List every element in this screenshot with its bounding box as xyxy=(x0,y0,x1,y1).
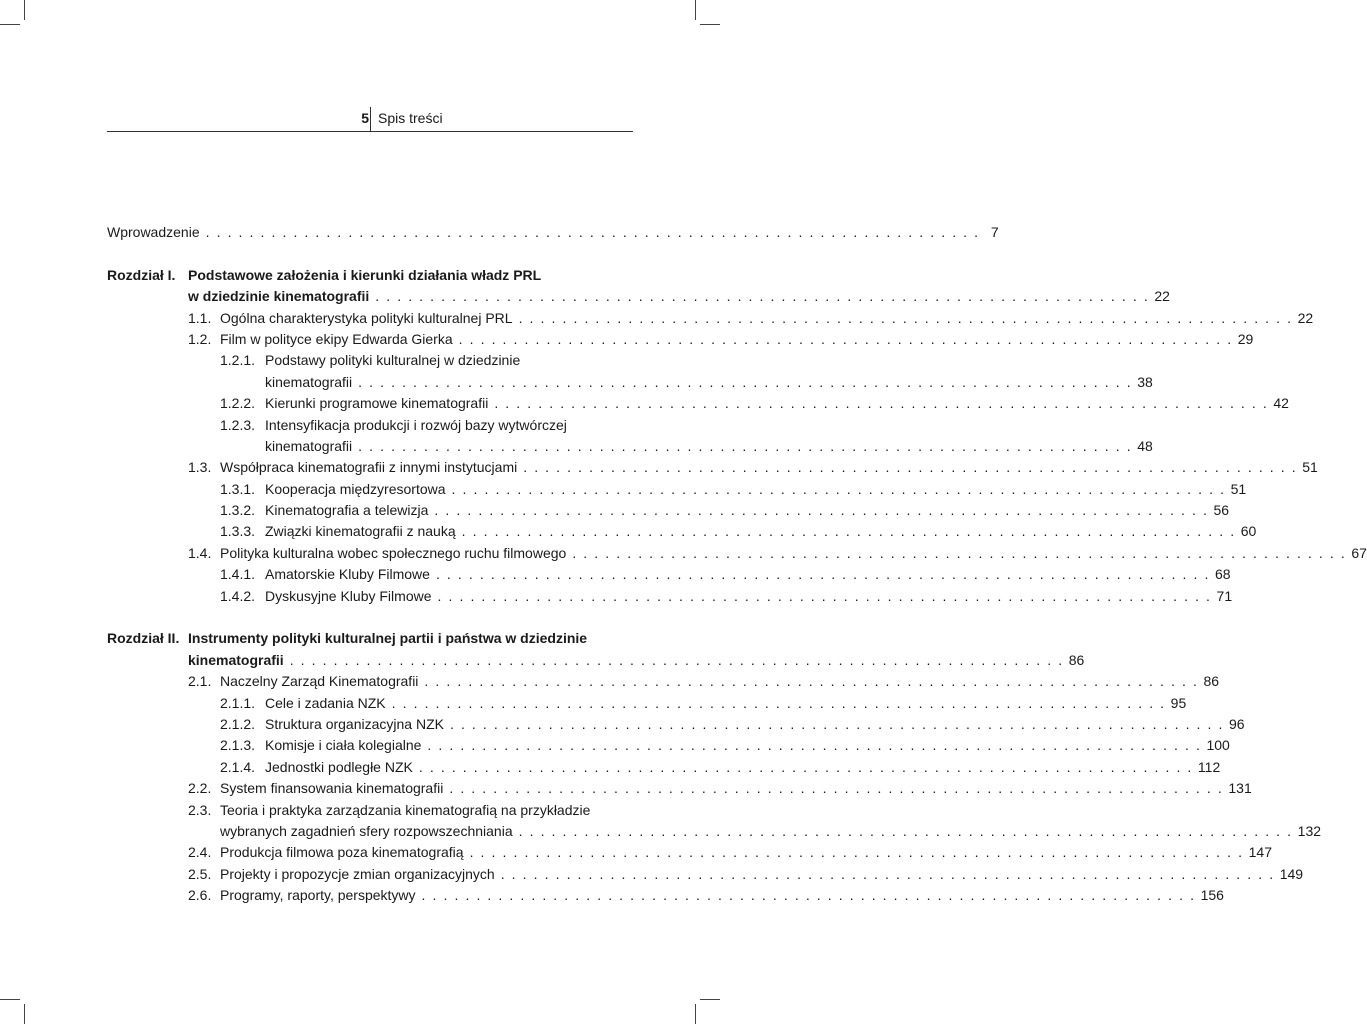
toc-entry[interactable] xyxy=(107,329,1254,350)
entry-label xyxy=(220,564,430,585)
entry-title: Produkcja filmowa poza kinematografią xyxy=(220,844,464,861)
crop-mark xyxy=(24,1004,25,1024)
chapter-heading-cont[interactable] xyxy=(107,650,1085,671)
leader-dots: . . . . . . . . . . . . . . . . . . . . . . . . . . . . . . . . . . . . . . . . . . . . . . . . . . . . . . . . . . . . . . . . . . . . . . . xyxy=(469,844,1244,861)
page-ref: 71 xyxy=(1216,587,1233,604)
section-number: 1.3. xyxy=(188,459,212,476)
section-number: 2.1.3. xyxy=(220,737,256,754)
toc-entry[interactable] xyxy=(107,479,1247,500)
leader-dots: . . . . . . . . . . . . . . . . . . . . . . . . . . . . . . . . . . . . . . . . . . . . . . . . . . . . . . . . . . . . . . . . . . . . . . . xyxy=(424,673,1199,690)
page-ref: 96 xyxy=(1229,715,1245,732)
page-ref: 22 xyxy=(1154,288,1170,305)
entry-label xyxy=(220,586,432,607)
entry-title: Struktura organizacyjna NZK xyxy=(265,715,444,732)
chapter-heading-cont[interactable] xyxy=(107,286,1170,307)
page-ref: 7 xyxy=(990,224,999,240)
leader-dots: . . . . . . . . . . . . . . . . . . . . . . . . . . . . . . . . . . . . . . . . . . . . . . . . . . . . . . . . . . . . . . . . . . . . . . . xyxy=(500,865,1275,882)
page-ref: 38 xyxy=(1137,373,1153,390)
chapter-title: Podstawowe założenia i kierunki działania władz PRL xyxy=(188,266,542,283)
entry-title: Intensyfikacja produkcji i rozwój bazy wytwórczej xyxy=(265,416,567,433)
toc-entry[interactable] xyxy=(107,500,1230,521)
section-number: 2.1.1. xyxy=(220,694,256,711)
entry-label xyxy=(220,415,567,436)
page-ref: 147 xyxy=(1248,844,1272,861)
leader-dots: . . . . . . . . . . . . . . . . . . . . . . . . . . . . . . . . . . . . . . . . . . . . . . . . . . . . . . . . . . . . . . . . . . . . . . . xyxy=(461,523,1236,540)
entry-label xyxy=(220,714,444,735)
toc-entry[interactable] xyxy=(107,350,634,371)
entry-label xyxy=(188,842,464,863)
page-ref: 22 xyxy=(1297,309,1314,326)
page-ref: 112 xyxy=(1197,758,1221,775)
entry-label xyxy=(220,693,386,714)
page-number: 5 xyxy=(361,110,369,126)
toc-entry[interactable] xyxy=(107,778,1252,799)
entry-label xyxy=(188,265,541,286)
section-number: 1.4.1. xyxy=(220,566,256,583)
entry-label xyxy=(188,628,587,649)
entry-label xyxy=(188,457,517,478)
entry-title: Komisje i ciała kolegialne xyxy=(265,737,422,754)
leader-dots: . . . . . . . . . . . . . . . . . . . . . . . . . . . . . . . . . . . . . . . . . . . . . . . . . . . . . . . . . . . . . . . . . . . . . . . xyxy=(427,737,1202,754)
section-number: 1.2.3. xyxy=(220,416,256,433)
entry-title: kinematografii xyxy=(265,373,353,390)
entry-title: System finansowania kinematografii xyxy=(220,780,444,797)
section-number: 1.3.2. xyxy=(220,502,256,519)
table-of-contents xyxy=(107,222,1367,907)
entry-title: Ogólna charakterystyka polityki kulturalnej PRL xyxy=(220,309,513,326)
entry-label xyxy=(220,821,513,842)
entry-label xyxy=(188,800,590,821)
running-header xyxy=(107,107,633,132)
leader-dots: . . . . . . . . . . . . . . . . . . . . . . . . . . . . . . . . . . . . . . . . . . . . . . . . . . . . . . . . . . . . . . . . . . . . . . . xyxy=(358,437,1133,454)
entry-label xyxy=(220,500,428,521)
chapter-title: kinematografii xyxy=(188,651,284,668)
leader-dots: . . . . . . . . . . . . . . . . . . . . . . . . . . . . . . . . . . . . . . . . . . . . . . . . . . . . . . . . . . . . . . . . . . . . . . . xyxy=(437,587,1212,604)
entry-label xyxy=(188,864,495,885)
toc-entry[interactable] xyxy=(107,693,1187,714)
entry-label xyxy=(220,393,488,414)
chapter-title: Instrumenty polityki kulturalnej partii i państwa w dziedzinie xyxy=(188,630,588,647)
spacer xyxy=(107,607,634,628)
entry-title: Polityka kulturalna wobec społecznego ruchu filmowego xyxy=(220,544,567,561)
page-ref: 131 xyxy=(1228,780,1252,797)
leader-dots: . . . . . . . . . . . . . . . . . . . . . . . . . . . . . . . . . . . . . . . . . . . . . . . . . . . . . . . . . . . . . . . . . . . . . . . xyxy=(494,395,1269,412)
crop-mark xyxy=(700,999,720,1000)
chapter-label: Rozdział I. xyxy=(107,266,176,283)
toc-entry[interactable] xyxy=(107,564,1231,585)
section-number: 1.1. xyxy=(188,309,212,326)
chapter-label: Rozdział II. xyxy=(107,630,180,647)
entry-title: Związki kinematografii z nauką xyxy=(265,523,456,540)
entry-label xyxy=(220,521,456,542)
toc-entry[interactable] xyxy=(107,800,634,821)
page-ref: 51 xyxy=(1302,459,1318,476)
entry-title: Kierunki programowe kinematografii xyxy=(265,395,489,412)
entry-title: Naczelny Zarząd Kinematografii xyxy=(220,673,419,690)
leader-dots: . . . . . . . . . . . . . . . . . . . . . . . . . . . . . . . . . . . . . . . . . . . . . . . . . . . . . . . . . . . . . . . . . . . . . . . xyxy=(572,544,1347,561)
entry-label xyxy=(220,479,446,500)
page-ref: 95 xyxy=(1170,694,1187,711)
entry-label xyxy=(265,436,352,457)
entry-title: Dyskusyjne Kluby Filmowe xyxy=(265,587,432,604)
toc-entry-cont[interactable] xyxy=(107,436,1153,457)
page-ref: 29 xyxy=(1237,330,1254,347)
leader-dots: . . . . . . . . . . . . . . . . . . . . . . . . . . . . . . . . . . . . . . . . . . . . . . . . . . . . . . . . . . . . . . . . . . . . . . . xyxy=(449,715,1225,732)
page-ref: 149 xyxy=(1279,865,1304,882)
page-ref: 68 xyxy=(1214,566,1231,583)
entry-title: Amatorskie Kluby Filmowe xyxy=(265,566,430,583)
page-ref: 60 xyxy=(1240,523,1257,540)
page-ref: 51 xyxy=(1230,480,1247,497)
header-separator xyxy=(370,107,371,131)
chapter-heading[interactable] xyxy=(107,628,634,649)
page-ref: 67 xyxy=(1351,544,1367,561)
section-number: 1.3.3. xyxy=(220,523,256,540)
toc-entry[interactable] xyxy=(107,393,1289,414)
section-number: 1.3.1. xyxy=(220,480,256,497)
section-number: 2.3. xyxy=(188,801,212,818)
toc-entry[interactable] xyxy=(107,757,1221,778)
leader-dots: . . . . . . . . . . . . . . . . . . . . . . . . . . . . . . . . . . . . . . . . . . . . . . . . . . . . . . . . . . . . . . . . . . . . . . . xyxy=(434,502,1209,519)
entry-label xyxy=(188,543,566,564)
toc-entry[interactable] xyxy=(107,308,1314,329)
section-number: 2.1.4. xyxy=(220,758,256,775)
toc-entry-cont[interactable] xyxy=(107,372,1153,393)
crop-mark xyxy=(695,1004,696,1024)
leader-dots: . . . . . . . . . . . . . . . . . . . . . . . . . . . . . . . . . . . . . . . . . . . . . . . . . . . . . . . . . . . . . . . . . . . . . . . xyxy=(289,651,1064,668)
section-number: 2.4. xyxy=(188,844,212,861)
toc-entry[interactable] xyxy=(107,415,634,436)
leader-dots: . . . . . . . . . . . . . . . . . . . . . . . . . . . . . . . . . . . . . . . . . . . . . . . . . . . . . . . . . . . . . . . . . . . . . . . xyxy=(449,780,1224,797)
entry-title: Cele i zadania NZK xyxy=(265,694,386,711)
page-ref: 86 xyxy=(1203,673,1220,690)
section-number: 2.5. xyxy=(188,865,212,882)
spacer xyxy=(107,243,634,264)
entry-title: kinematografii xyxy=(265,437,353,454)
entry-label xyxy=(220,757,413,778)
entry-title: Podstawy polityki kulturalnej w dziedzinie xyxy=(265,352,521,369)
entry-title: Kooperacja międzyresortowa xyxy=(265,480,446,497)
entry-title: wybranych zagadnień sfery rozpowszechniania xyxy=(220,822,513,839)
page-ref: 56 xyxy=(1213,502,1230,519)
entry-title: Współpraca kinematografii z innymi instytucjami xyxy=(220,459,518,476)
leader-dots: . . . . . . . . . . . . . . . . . . . . . . . . . . . . . . . . . . . . . . . . . . . . . . . . . . . . . . . . . . . . . . . . . . . . . . . xyxy=(375,288,1150,305)
entry-title: Teoria i praktyka zarządzania kinematografią na przykładzie xyxy=(220,801,591,818)
entry-title: Jednostki podległe NZK xyxy=(265,758,413,775)
toc-entry[interactable] xyxy=(107,735,1230,756)
crop-mark xyxy=(0,24,20,25)
entry-title: Projekty i propozycje zmian organizacyjnych xyxy=(220,865,495,882)
entry-label xyxy=(188,308,513,329)
toc-entry[interactable] xyxy=(107,714,1245,735)
leader-dots: . . . . . . . . . . . . . . . . . . . . . . . . . . . . . . . . . . . . . . . . . . . . . . . . . . . . . . . . . . . . . . . . . . . . . . . xyxy=(518,822,1293,839)
entry-title: Programy, raporty, perspektywy xyxy=(220,887,416,904)
entry-title: Kinematografia a telewizja xyxy=(265,502,429,519)
section-number: 1.2.2. xyxy=(220,395,256,412)
crop-mark xyxy=(0,999,20,1000)
toc-entry[interactable] xyxy=(107,457,1318,478)
leader-dots: . . . . . . . . . . . . . . . . . . . . . . . . . . . . . . . . . . . . . . . . . . . . . . . . . . . . . . . . . . . . . . . . . . . . . . . xyxy=(358,373,1133,390)
entry-label xyxy=(220,735,421,756)
page-ref: 132 xyxy=(1297,822,1322,839)
toc-entry[interactable] xyxy=(107,586,1233,607)
section-number: 1.2. xyxy=(188,330,212,347)
toc-entry-cont[interactable] xyxy=(107,821,1322,842)
section-number: 1.4.2. xyxy=(220,587,256,604)
section-number: 2.6. xyxy=(188,887,212,904)
leader-dots: . . . . . . . . . . . . . . . . . . . . . . . . . . . . . . . . . . . . . . . . . . . . . . . . . . . . . . . . . . . . . . . . . . . . . . . xyxy=(458,330,1233,347)
entry-label xyxy=(188,329,453,350)
crop-mark xyxy=(24,0,25,20)
section-number: 1.2.1. xyxy=(220,352,256,369)
crop-mark xyxy=(695,0,696,20)
toc-entry[interactable] xyxy=(107,521,1257,542)
page-title: Spis treści xyxy=(378,110,443,126)
entry-label xyxy=(220,350,520,371)
entry-label xyxy=(188,671,418,692)
leader-dots: . . . . . . . . . . . . . . . . . . . . . . . . . . . . . . . . . . . . . . . . . . . . . . . . . . . . . . . . . . . . . . . . . . . . . . . xyxy=(418,758,1193,775)
toc-entry[interactable] xyxy=(107,543,1367,564)
entry-label xyxy=(188,778,443,799)
page-ref: 86 xyxy=(1068,651,1085,668)
leader-dots: . . . . . . . . . . . . . . . . . . . . . . . . . . . . . . . . . . . . . . . . . . . . . . . . . . . . . . . . . . . . . . . . . . . . . . . xyxy=(435,566,1210,583)
leader-dots: . . . . . . . . . . . . . . . . . . . . . . . . . . . . . . . . . . . . . . . . . . . . . . . . . . . . . . . . . . . . . . . . . . . . . . . xyxy=(391,694,1166,711)
entry-label xyxy=(265,372,352,393)
toc-entry-intro[interactable] xyxy=(107,222,999,243)
section-number: 2.1.2. xyxy=(220,715,256,732)
entry-title: Film w polityce ekipy Edwarda Gierka xyxy=(220,330,453,347)
page-ref: 156 xyxy=(1200,887,1224,904)
chapter-heading[interactable] xyxy=(107,265,634,286)
toc-entry[interactable] xyxy=(107,885,1224,906)
entry-label xyxy=(188,650,284,671)
leader-dots: . . . . . . . . . . . . . . . . . . . . . . . . . . . . . . . . . . . . . . . . . . . . . . . . . . . . . . . . . . . . . . . . . . . . . . . xyxy=(451,480,1226,497)
toc-entry[interactable] xyxy=(107,864,1304,885)
leader-dots: . . . . . . . . . . . . . . . . . . . . . . . . . . . . . . . . . . . . . . . . . . . . . . . . . . . . . . . . . . . . . . . . . . . . . . . xyxy=(205,224,980,240)
crop-mark xyxy=(700,24,720,25)
leader-dots: . . . . . . . . . . . . . . . . . . . . . . . . . . . . . . . . . . . . . . . . . . . . . . . . . . . . . . . . . . . . . . . . . . . . . . . xyxy=(518,309,1293,326)
intro-title: Wprowadzenie xyxy=(107,224,200,240)
chapter-title: w dziedzinie kinematografii xyxy=(188,288,370,305)
page-ref: 48 xyxy=(1137,437,1153,454)
section-number: 2.1. xyxy=(188,673,212,690)
page-ref: 42 xyxy=(1273,395,1289,412)
entry-label xyxy=(188,286,369,307)
section-number: 2.2. xyxy=(188,780,212,797)
entry-label xyxy=(188,885,416,906)
entry-label xyxy=(107,222,200,243)
section-number: 1.4. xyxy=(188,544,212,561)
leader-dots: . . . . . . . . . . . . . . . . . . . . . . . . . . . . . . . . . . . . . . . . . . . . . . . . . . . . . . . . . . . . . . . . . . . . . . . xyxy=(421,887,1196,904)
toc-entry[interactable] xyxy=(107,842,1272,863)
page-ref: 100 xyxy=(1206,737,1230,754)
leader-dots: . . . . . . . . . . . . . . . . . . . . . . . . . . . . . . . . . . . . . . . . . . . . . . . . . . . . . . . . . . . . . . . . . . . . . . . xyxy=(523,459,1298,476)
toc-entry[interactable] xyxy=(107,671,1220,692)
